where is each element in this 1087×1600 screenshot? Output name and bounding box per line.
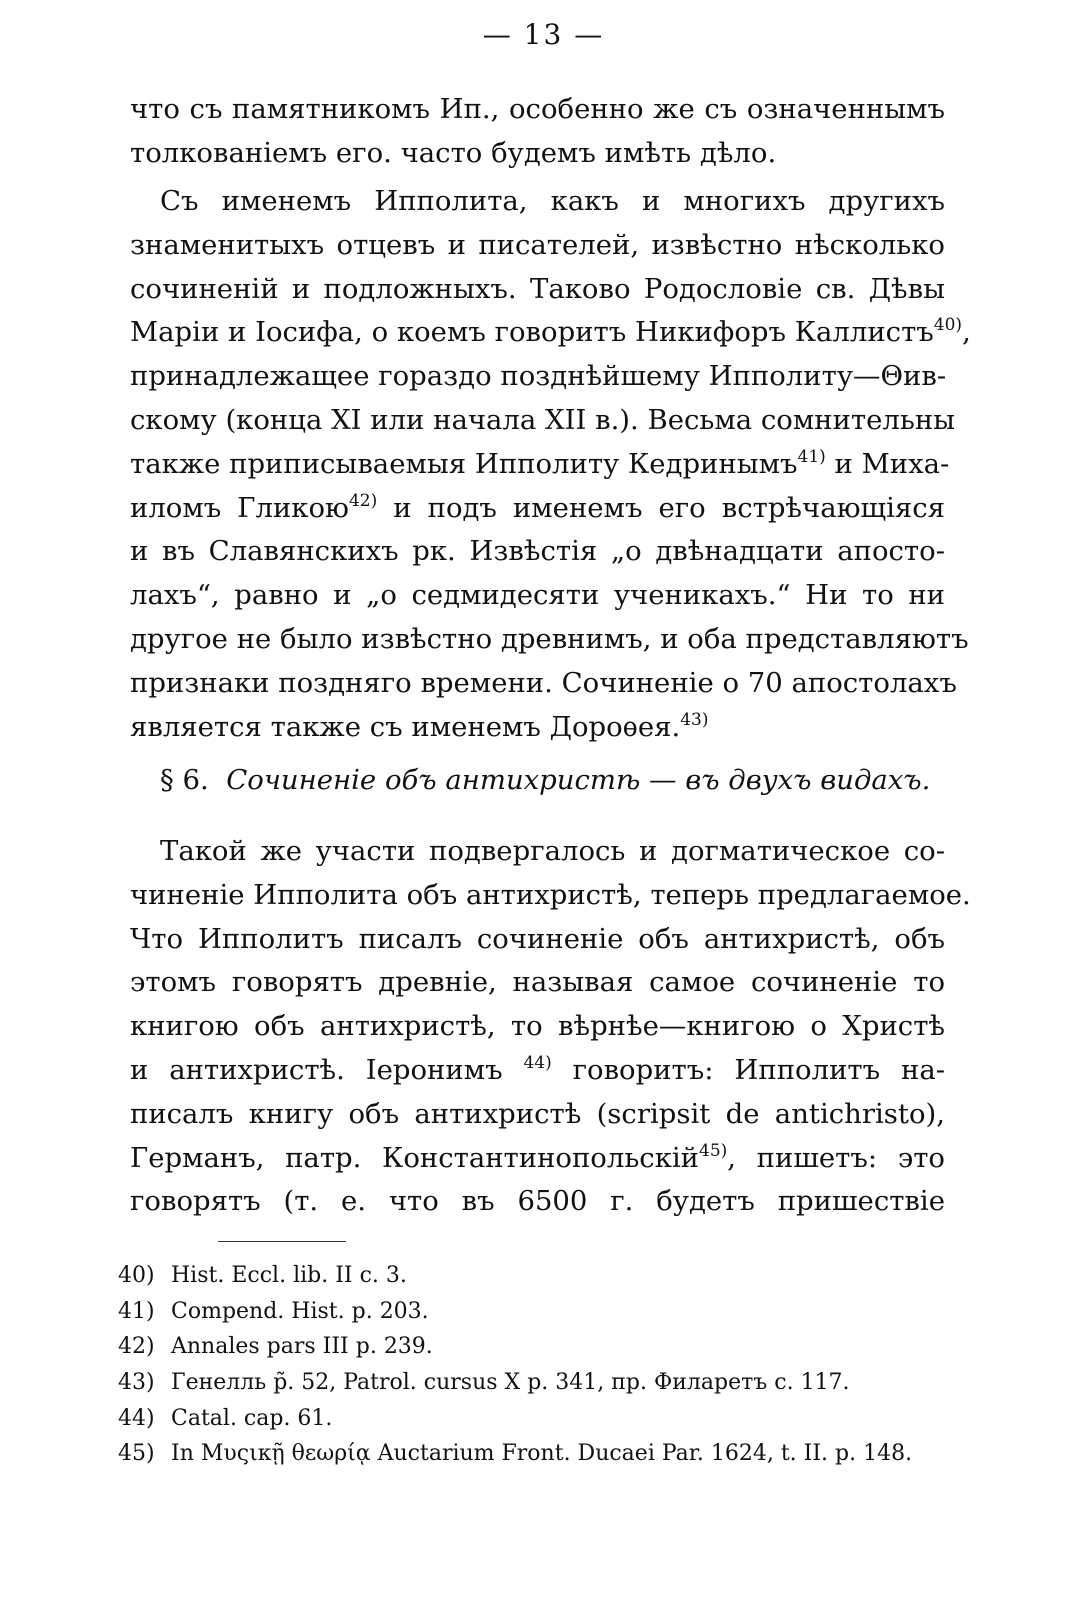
text-line: этомъ говорятъ древніе, называя самое сочиненіе то xyxy=(130,966,945,999)
footnote-separator xyxy=(218,1241,346,1242)
footnote-text: Генелль р̃. 52, Patrol. cursus X p. 341, пр. Филаретъ с. 117. xyxy=(171,1370,850,1396)
footnote-43 xyxy=(118,1365,948,1401)
section-number: § 6. xyxy=(160,764,209,796)
page-number: — 13 — xyxy=(482,18,605,51)
footnote-number: 41) xyxy=(118,1298,155,1324)
text-segment: и подъ именемъ его встрѣчающіяся xyxy=(377,491,945,524)
footnote-text: Compend. Hist. p. 203. xyxy=(171,1298,429,1324)
footnotes xyxy=(118,1258,948,1472)
footnote-41 xyxy=(118,1294,948,1330)
text-segment: , пишетъ: это xyxy=(727,1141,945,1174)
footnote-number: 42) xyxy=(118,1334,155,1360)
text-segment: и Миха- xyxy=(825,447,950,480)
text-line: писалъ книгу объ антихристѣ (scripsit de antichristo), xyxy=(130,1097,945,1130)
text-line xyxy=(130,1049,945,1093)
text-line: книгою объ антихристѣ, то вѣрнѣе—книгою о Христѣ xyxy=(130,1010,945,1043)
text-line: Съ именемъ Ипполита, какъ и многихъ другихъ xyxy=(160,185,945,217)
footnote-42 xyxy=(118,1329,948,1365)
footnote-44 xyxy=(118,1401,948,1437)
footnote-text: Hist. Eccl. lib. II c. 3. xyxy=(171,1263,407,1288)
text-line: что съ памятникомъ Ип., особенно же съ означеннымъ xyxy=(130,93,945,125)
text-line: и въ Славянскихъ рк. Извѣстія „о двѣнадцати апосто- xyxy=(130,535,945,568)
footnote-text: Annales pars III p. 239. xyxy=(171,1334,433,1360)
text-line: лахъ“, равно и „о седмидесяти ученикахъ.“ Ни то ни xyxy=(130,579,945,612)
footnote-ref-45: 45) xyxy=(699,1140,728,1161)
footnote-40 xyxy=(118,1258,948,1294)
footnote-number: 45) xyxy=(118,1441,155,1467)
footnote-ref-42: 42) xyxy=(348,490,378,511)
text-line: знаменитыхъ отцевъ и писателей, извѣстно нѣсколько xyxy=(130,228,945,261)
footnote-text: In Μυςικῇ θεωρίᾳ Auctarium Front. Ducaei Par. 1624, t. II. p. 148. xyxy=(171,1441,913,1467)
text-line: другое не было извѣстно древнимъ, и оба представляютъ xyxy=(130,622,969,655)
text-line xyxy=(130,443,950,487)
footnote-number: 44) xyxy=(118,1405,155,1431)
text-segment: и антихристѣ. Іеронимъ xyxy=(130,1053,524,1086)
footnote-45 xyxy=(118,1436,948,1472)
text-segment: Маріи и Іосифа, о коемъ говоритъ Никифоръ Каллистъ xyxy=(130,316,934,349)
footnote-ref-40: 40) xyxy=(933,315,963,336)
paragraph-2 xyxy=(130,180,971,749)
text-line: толкованіемъ его. часто будемъ имѣть дѣло. xyxy=(130,136,777,169)
section-title: Сочиненіе объ антихристѣ — въ двухъ видахъ. xyxy=(226,764,931,796)
footnote-number: 40) xyxy=(118,1263,155,1288)
text-segment: также приписываемыя Ипполиту Кедринымъ xyxy=(130,447,798,480)
text-segment: Германъ, патр. Константинопольскій xyxy=(130,1141,700,1174)
footnote-ref-44: 44) xyxy=(523,1052,552,1073)
footnote-number: 43) xyxy=(118,1370,155,1396)
text-line xyxy=(130,487,945,531)
text-line: Что Ипполитъ писалъ сочиненіе объ антихристѣ, объ xyxy=(130,922,945,955)
text-line: признаки поздняго времени. Сочиненіе о 70 апостолахъ xyxy=(130,666,957,699)
text-line xyxy=(130,311,971,355)
text-segment: , xyxy=(962,316,971,349)
text-line: принадлежащее гораздо позднѣйшему Ипполиту—Θив- xyxy=(130,360,947,393)
footnote-ref-41: 41) xyxy=(797,446,826,467)
footnote-text: Catal. cap. 61. xyxy=(171,1405,333,1431)
text-segment: является также съ именемъ Дороѳея. xyxy=(130,710,681,743)
text-segment: говоритъ: Ипполитъ на- xyxy=(551,1053,946,1086)
text-line: Такой же участи подвергалось и догматическое со- xyxy=(160,835,945,867)
text-line: скому (конца XI или начала XII в.). Весьма сомнительны xyxy=(130,403,956,436)
text-segment: иломъ Гликою xyxy=(130,491,349,524)
text-line: сочиненій и подложныхъ. Таково Родословіе св. Дѣвы xyxy=(130,272,945,305)
text-line xyxy=(130,1137,945,1181)
paragraph-1 xyxy=(130,88,945,176)
footnote-ref-43: 43) xyxy=(680,709,709,730)
section-heading xyxy=(160,764,945,796)
text-line: чиненіе Ипполита объ антихристѣ, теперь предлагаемое. xyxy=(130,878,971,911)
paragraph-3 xyxy=(130,830,971,1224)
text-line xyxy=(130,706,945,750)
text-line: говорятъ (т. е. что въ 6500 г. будетъ пришествіе xyxy=(130,1185,945,1218)
